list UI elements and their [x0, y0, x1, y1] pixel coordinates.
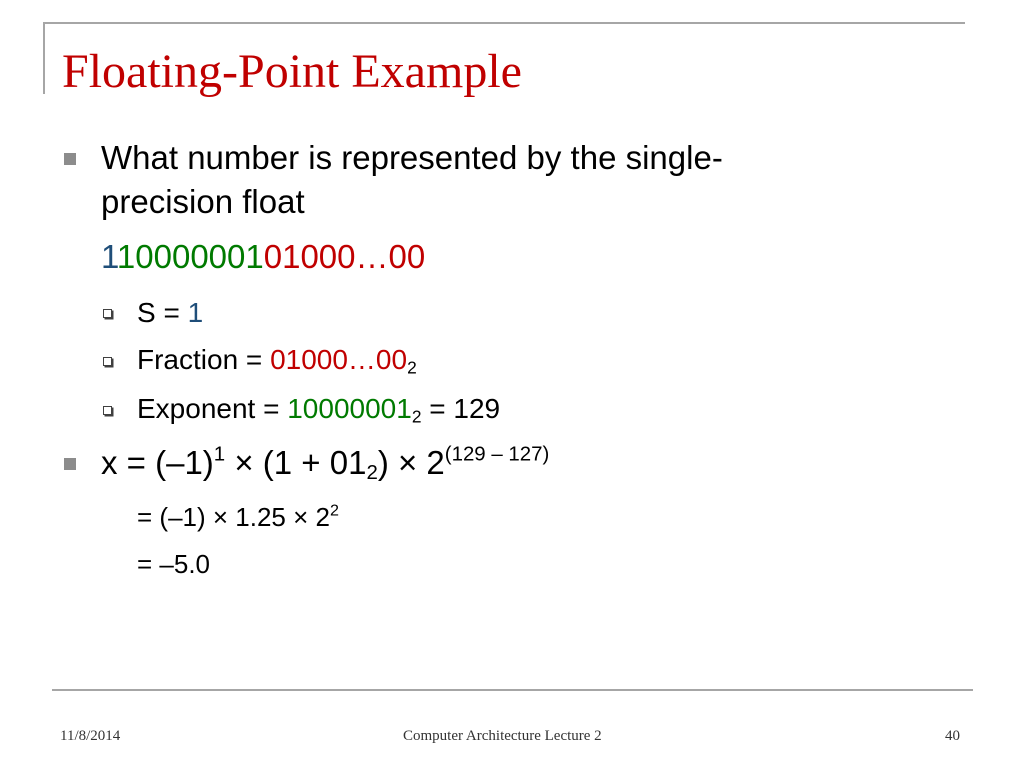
exponent-value: 10000001 [287, 393, 412, 424]
bullet-square-icon [64, 153, 76, 165]
bullet1-line2: precision float [101, 183, 305, 220]
calc-step1-text: = (–1) × 1.25 × 2 [137, 502, 330, 532]
sub-bullet-icon [103, 309, 112, 318]
fraction-line [137, 343, 417, 377]
x-formula [101, 443, 549, 483]
fraction-value: 01000…00 [270, 344, 408, 375]
sign-line [137, 296, 203, 330]
x-formula-part1: x = (–1) [101, 444, 214, 481]
calc-step1 [137, 501, 339, 533]
fraction-base: 2 [407, 357, 417, 378]
sub-bullet-icon [103, 357, 112, 366]
bullet1-line1: What number is represented by the single- [101, 139, 723, 176]
x-formula-sup2: (129 – 127) [444, 442, 550, 466]
exponent-label: Exponent = [137, 393, 288, 424]
frame-top-line [43, 22, 965, 24]
calc-step2: = –5.0 [137, 549, 211, 579]
sign-value: 1 [187, 297, 204, 328]
calc-step1-sup: 2 [329, 501, 339, 520]
exponent-base: 2 [411, 406, 422, 427]
footer-page-number: 40 [945, 728, 960, 744]
sign-label: S = [137, 297, 188, 328]
footer-course: Computer Architecture Lecture 2 [403, 728, 602, 744]
bullet-square-icon [64, 458, 76, 470]
fraction-label: Fraction = [137, 344, 271, 375]
footer-divider [52, 689, 973, 691]
x-formula-part2: × (1 + 01 [225, 444, 367, 481]
frame-vertical-line [43, 22, 45, 94]
sign-bit: 1 [101, 238, 119, 275]
binary-bits [101, 237, 425, 277]
fraction-bits: 01000…00 [263, 238, 426, 275]
sub-bullet-icon [103, 406, 112, 415]
slide-title: Floating-Point Example [62, 45, 522, 98]
exponent-line [137, 392, 500, 426]
footer-date: 11/8/2014 [60, 728, 121, 744]
x-formula-sup1: 1 [213, 442, 226, 466]
x-formula-part3: ) × 2 [377, 444, 445, 481]
exponent-result: = 129 [421, 393, 501, 424]
x-formula-sub: 2 [366, 461, 378, 485]
exponent-bits: 10000001 [118, 238, 264, 275]
